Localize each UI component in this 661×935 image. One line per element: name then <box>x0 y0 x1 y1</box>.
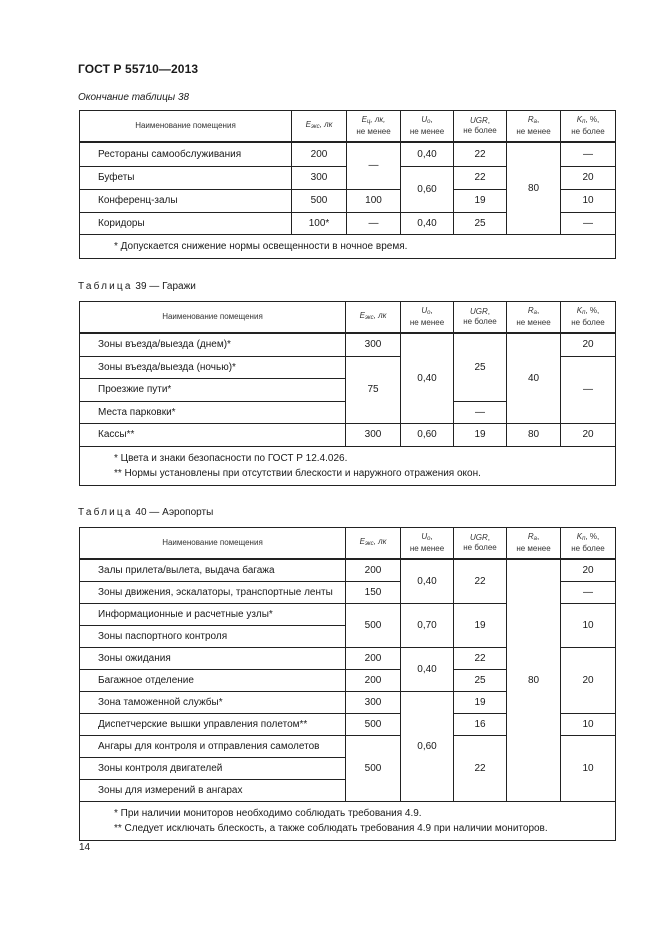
table-40 <box>79 527 616 841</box>
col-header-e-exc: Eэкс, лк <box>292 111 347 143</box>
col-header-ra: Ra, не менее <box>507 111 561 143</box>
table-38-caption: Окончание таблицы 38 <box>78 92 190 103</box>
table-38-header-row <box>80 111 616 143</box>
table-row: Залы прилета/вылета, выдача багажа 200 0,40 22 80 20 <box>80 559 616 581</box>
table-39-caption: Таблица 39 — Гаражи <box>78 281 196 292</box>
table-row: Зоны въезда/выезда (днем)* 300 0,40 25 40 20 <box>80 333 616 356</box>
table-row: Конференц-залы 500 100 19 10 <box>80 189 616 212</box>
table-row: Диспетчерские вышки управления полетом** 500 16 10 <box>80 713 616 735</box>
table-row: Рестораны самообслуживания 200 — 0,40 22 80 — <box>80 142 616 166</box>
table-row: Зоны паспортного контроля <box>80 625 616 647</box>
u-group-a: 0,40 <box>401 559 454 603</box>
col-header-kp: Kп, %, не более <box>561 302 616 334</box>
kp-group-b: 10 <box>561 603 616 647</box>
col-header-room-name: Наименование помещения <box>80 528 346 560</box>
table-40-caption: Таблица 40 — Аэропорты <box>78 507 214 518</box>
col-header-room-name: Наименование помещения <box>80 111 292 143</box>
col-header-e-c: Eц, лк, не менее <box>347 111 401 143</box>
e-group-b: 500 <box>346 603 401 647</box>
table-row: Коридоры 100* — 0,40 25 — <box>80 212 616 234</box>
table-row: Зоны ожидания 200 0,40 22 20 <box>80 647 616 669</box>
table-row: Зоны движения, эскалаторы, транспортные ленты 150 — <box>80 581 616 603</box>
page-number: 14 <box>79 842 91 853</box>
table-row: Зоны въезда/выезда (ночью)* 75 — <box>80 356 616 378</box>
col-header-ugr: UGR, не более <box>454 528 507 560</box>
table-row: Зоны контроля двигателей <box>80 757 616 779</box>
u-group-d: 0,60 <box>401 691 454 801</box>
col-header-e-exc: Eэкс, лк <box>346 302 401 334</box>
table-39 <box>79 301 616 486</box>
col-header-ugr: UGR, не более <box>454 302 507 334</box>
table-row: Информационные и расчетные узлы* 500 0,70 19 10 <box>80 603 616 625</box>
table-row: Буфеты 300 0,60 22 20 <box>80 166 616 189</box>
kp-shared-cell: — <box>561 356 616 423</box>
col-header-ugr: UGR, не более <box>454 111 507 143</box>
table-note: * Допускается снижение нормы освещенности в ночное время. <box>80 234 616 258</box>
ec-shared-cell: — <box>347 142 401 189</box>
col-header-kp: Kп, %, не более <box>561 528 616 560</box>
col-header-u-o: Uо, не менее <box>401 302 454 334</box>
ra-shared-cell: 40 <box>507 333 561 423</box>
table-38-notes-row <box>80 234 616 258</box>
table-40-notes-row <box>80 801 616 840</box>
ra-shared-cell: 80 <box>507 559 561 801</box>
e-group-e: 500 <box>346 735 401 801</box>
col-header-u-o: Uо, не менее <box>401 528 454 560</box>
u-shared-cell: 0,40 <box>401 333 454 423</box>
table-row: Проезжие пути* <box>80 378 616 401</box>
col-header-kp: Kп, %, не более <box>561 111 616 143</box>
col-header-room-name: Наименование помещения <box>80 302 346 334</box>
table-40-header-row <box>80 528 616 560</box>
table-row: Ангары для контроля и отправления самолетов 500 22 10 <box>80 735 616 757</box>
table-note: ** Следует исключать блескость, а также соблюдать требования 4.9 при наличии мониторов. <box>114 822 548 834</box>
e-shared-cell: 75 <box>346 356 401 423</box>
kp-group-c: 20 <box>561 647 616 713</box>
ra-shared-cell: 80 <box>507 142 561 234</box>
table-row: Багажное отделение 200 25 <box>80 669 616 691</box>
table-39-header-row <box>80 302 616 334</box>
table-row: Места парковки* — <box>80 401 616 423</box>
document-header: ГОСТ Р 55710—2013 <box>78 62 199 76</box>
kp-group-e: 10 <box>561 735 616 801</box>
table-39-notes-row <box>80 446 616 485</box>
table-row: Кассы** 300 0,60 19 80 20 <box>80 423 616 446</box>
col-header-ra: Ra, не менее <box>507 528 561 560</box>
u-group-b: 0,70 <box>401 603 454 647</box>
table-row: Зоны для измерений в ангарах <box>80 779 616 801</box>
col-header-u-o: Uо, не менее <box>401 111 454 143</box>
table-row: Зона таможенной службы* 300 0,60 19 <box>80 691 616 713</box>
u-shared-cell: 0,60 <box>401 166 454 212</box>
table-note: ** Нормы установлены при отсутствии блескости и наружного отражения окон. <box>114 467 481 479</box>
ugr-group-a: 22 <box>454 559 507 603</box>
ugr-group-e: 22 <box>454 735 507 801</box>
table-38 <box>79 110 616 259</box>
u-group-c: 0,40 <box>401 647 454 691</box>
table-note: * При наличии мониторов необходимо соблюдать требования 4.9. <box>114 807 422 819</box>
table-note: * Цвета и знаки безопасности по ГОСТ Р 12.4.026. <box>114 452 348 464</box>
col-header-e-exc: Eэкс, лк <box>346 528 401 560</box>
col-header-ra: Ra, не менее <box>507 302 561 334</box>
ugr-shared-cell: 25 <box>454 333 507 401</box>
ugr-group-b: 19 <box>454 603 507 647</box>
